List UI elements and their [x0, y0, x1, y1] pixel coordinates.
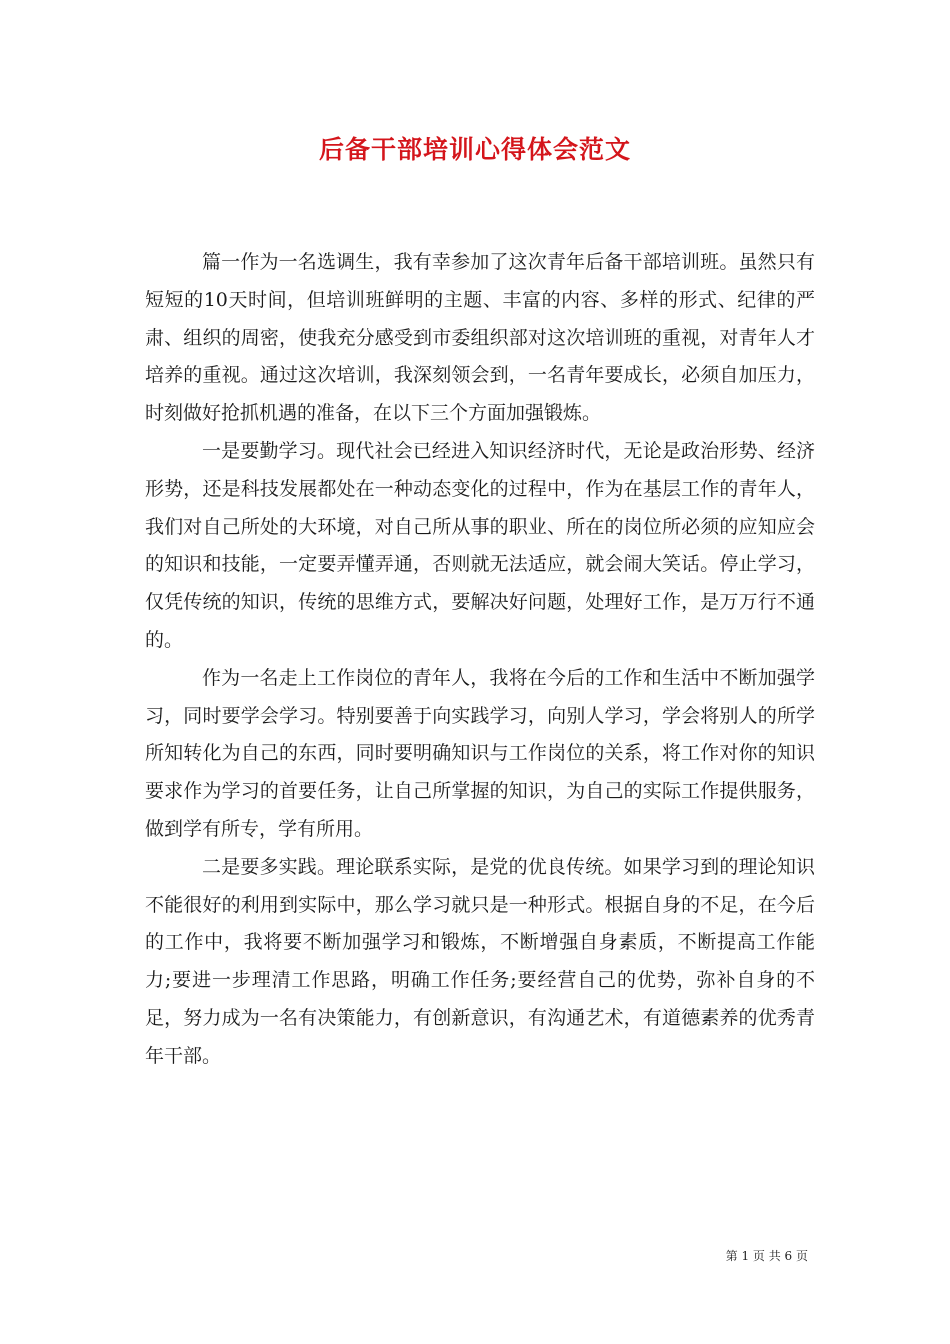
paragraph-3: 作为一名走上工作岗位的青年人，我将在今后的工作和生活中不断加强学习，同时要学会学习。特别要善于向实践学习，向别人学习，学会将别人的所学所知转化为自己的东西，同时要明确知识与工作岗位的关系，将工作对你的知识要求作为学习的首要任务，让自己所掌握的知识，为自己的实际工作提供服务，做到学有所专，学有所用。	[145, 666, 815, 840]
paragraph-2: 一是要勤学习。现代社会已经进入知识经济时代，无论是政治形势、经济形势，还是科技发展都处在一种动态变化的过程中，作为在基层工作的青年人，我们对自己所处的大环境，对自己所从事的职业、所在的岗位所必须的应知应会的知识和技能，一定要弄懂弄通，否则就无法适应，就会闹大笑话。停止学习，仅凭传统的知识，传统的思维方式，要解决好问题，处理好工作，是万万行不通的。	[145, 439, 815, 651]
paragraph-4: 二是要多实践。理论联系实际，是党的优良传统。如果学习到的理论知识不能很好的利用到实际中，那么学习就只是一种形式。根据自身的不足，在今后的工作中，我将要不断加强学习和锻炼，不断增强自身素质，不断提高工作能力;要进一步理清工作思路，明确工作任务;要经营自己的优势，弥补自身的不足，努力成为一名有决策能力，有创新意识，有沟通艺术，有道德素养的优秀青年干部。	[145, 855, 815, 1067]
document-title: 后备干部培训心得体会范文	[318, 135, 631, 164]
document-body	[145, 244, 815, 1076]
paragraph-1: 篇一作为一名选调生，我有幸参加了这次青年后备干部培训班。虽然只有短短的10天时间，但培训班鲜明的主题、丰富的内容、多样的形式、纪律的严肃、组织的周密，使我充分感受到市委组织部对这次培训班的重视，对青年人才培养的重视。通过这次培训，我深刻领会到，一名青年要成长，必须自加压力，时刻做好抢抓机遇的准备，在以下三个方面加强锻炼。	[145, 251, 815, 425]
page-number: 第 1 页 共 6 页	[725, 1249, 808, 1263]
